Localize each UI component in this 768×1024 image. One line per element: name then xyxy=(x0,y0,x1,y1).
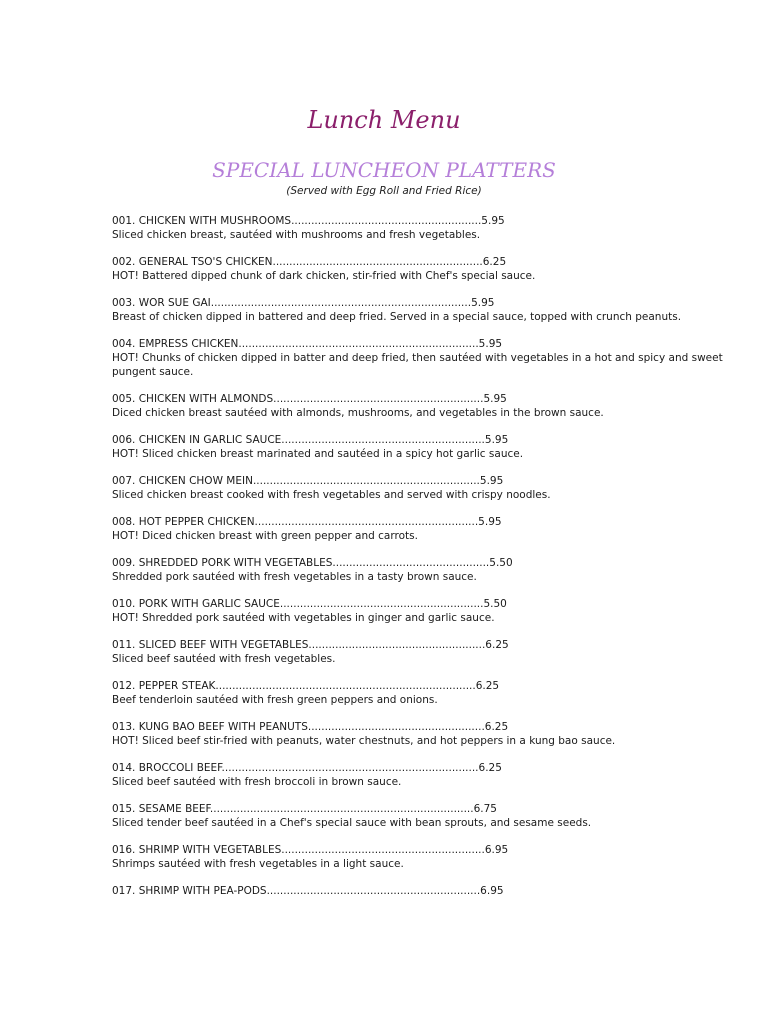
menu-item-line: 016. SHRIMP WITH VEGETABLES.............................................................6.95 xyxy=(112,844,509,856)
menu-item xyxy=(112,884,732,898)
menu-item-line: 010. PORK WITH GARLIC SAUCE.............................................................5.50 xyxy=(112,598,507,610)
menu-item-line: 013. KUNG BAO BEEF WITH PEANUTS.....................................................6.25 xyxy=(112,721,509,733)
menu-item-line: 006. CHICKEN IN GARLIC SAUCE.............................................................5.95 xyxy=(112,434,509,446)
menu-item xyxy=(112,556,732,584)
menu-item-description: Sliced beef sautéed with fresh broccoli in brown sauce. xyxy=(112,776,402,788)
menu-item xyxy=(112,337,732,379)
menu-title: Lunch Menu xyxy=(307,106,461,134)
menu-item-description: Shrimps sautéed with fresh vegetables in a light sauce. xyxy=(112,858,404,870)
menu-item-description: Sliced chicken breast, sautéed with mushrooms and fresh vegetables. xyxy=(112,229,481,241)
menu-item-description: Beef tenderloin sautéed with fresh green peppers and onions. xyxy=(112,694,438,706)
menu-item xyxy=(112,474,732,502)
menu-items-list xyxy=(112,214,732,911)
menu-item xyxy=(112,433,732,461)
menu-item-description: Shredded pork sautéed with fresh vegetables in a tasty brown sauce. xyxy=(112,571,477,583)
menu-item-line: 004. EMPRESS CHICKEN........................................................................5.95 xyxy=(112,338,503,350)
section-title: SPECIAL LUNCHEON PLATTERS xyxy=(212,158,556,182)
menu-item xyxy=(112,296,732,324)
menu-item-line: 005. CHICKEN WITH ALMONDS...............................................................5.95 xyxy=(112,393,507,405)
menu-item xyxy=(112,761,732,789)
menu-item-description: Sliced chicken breast cooked with fresh vegetables and served with crispy noodles. xyxy=(112,489,551,501)
menu-item-line: 009. SHREDDED PORK WITH VEGETABLES...............................................5.50 xyxy=(112,557,513,569)
menu-item-line: 001. CHICKEN WITH MUSHROOMS.........................................................5.95 xyxy=(112,215,505,227)
menu-item-line: 012. PEPPER STEAK..............................................................................6.25 xyxy=(112,680,500,692)
menu-item-description: Diced chicken breast sautéed with almonds, mushrooms, and vegetables in the brown sauce. xyxy=(112,407,604,419)
menu-item xyxy=(112,802,732,830)
menu-item xyxy=(112,255,732,283)
menu-item-line: 007. CHICKEN CHOW MEIN....................................................................5.95 xyxy=(112,475,504,487)
menu-item-line: 015. SESAME BEEF...............................................................................6.75 xyxy=(112,803,497,815)
menu-item-line: 011. SLICED BEEF WITH VEGETABLES.....................................................6.25 xyxy=(112,639,509,651)
menu-item xyxy=(112,638,732,666)
section-note: (Served with Egg Roll and Fried Rice) xyxy=(286,185,482,197)
menu-item xyxy=(112,597,732,625)
menu-item-description: Breast of chicken dipped in battered and deep fried. Served in a special sauce, topped with crunch peanuts. xyxy=(112,311,682,323)
menu-item xyxy=(112,843,732,871)
menu-item xyxy=(112,679,732,707)
menu-item-description: HOT! Sliced beef stir-fried with peanuts, water chestnuts, and hot peppers in a kung bao sauce. xyxy=(112,735,616,747)
menu-item-line: 003. WOR SUE GAI..............................................................................5.95 xyxy=(112,297,495,309)
menu-item-description: Sliced tender beef sautéed in a Chef's special sauce with bean sprouts, and sesame seeds. xyxy=(112,817,592,829)
menu-item-description: HOT! Diced chicken breast with green pepper and carrots. xyxy=(112,530,418,542)
menu-item-line: 002. GENERAL TSO'S CHICKEN...............................................................6.25 xyxy=(112,256,507,268)
menu-item-line: 014. BROCCOLI BEEF.............................................................................6.25 xyxy=(112,762,502,774)
menu-item-description: HOT! Shredded pork sautéed with vegetables in ginger and garlic sauce. xyxy=(112,612,495,624)
menu-item xyxy=(112,392,732,420)
menu-item xyxy=(112,515,732,543)
menu-item-description: HOT! Battered dipped chunk of dark chicken, stir-fried with Chef's special sauce. xyxy=(112,270,536,282)
menu-item-description: HOT! Sliced chicken breast marinated and sautéed in a spicy hot garlic sauce. xyxy=(112,448,524,460)
menu-item-line: 008. HOT PEPPER CHICKEN...................................................................5.95 xyxy=(112,516,502,528)
menu-item-description: HOT! Chunks of chicken dipped in batter and deep fried, then sautéed with vegetables in a hot and spicy and sweet pungent sauce. xyxy=(112,352,723,378)
menu-item-description: Sliced beef sautéed with fresh vegetables. xyxy=(112,653,336,665)
menu-item-line: 017. SHRIMP WITH PEA-PODS................................................................6.95 xyxy=(112,885,504,897)
menu-item xyxy=(112,214,732,242)
menu-item xyxy=(112,720,732,748)
